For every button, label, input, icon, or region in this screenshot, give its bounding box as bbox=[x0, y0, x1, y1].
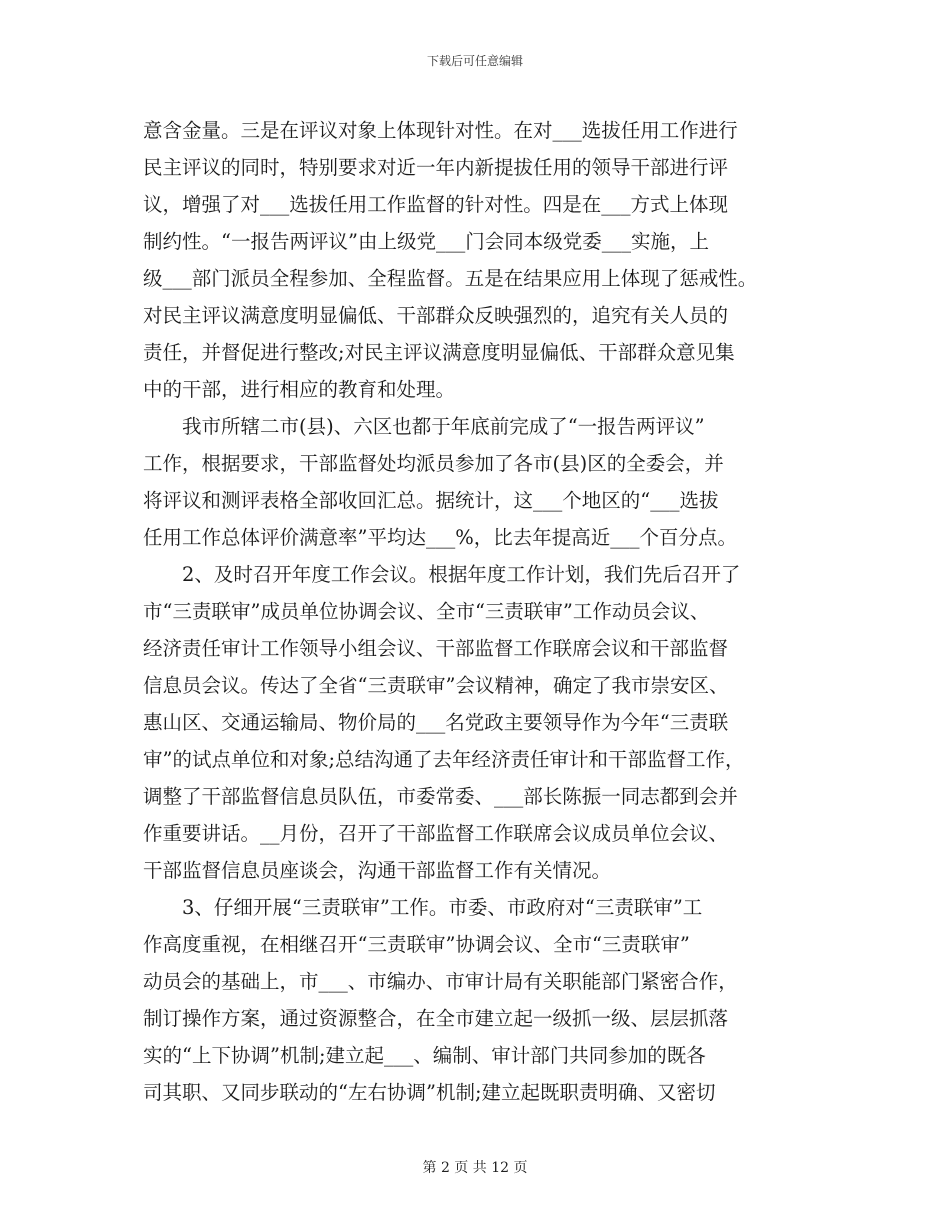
text-line: 市“三责联审”成员单位协调会议、全市“三责联审”工作动员会议、 bbox=[143, 600, 710, 623]
text-line: 信息员会议。传达了全省“三责联审”会议精神，确定了我市崇安区、 bbox=[143, 674, 729, 697]
text-line: 制订操作方案，通过资源整合，在全市建立起一级抓一级、层层抓落 bbox=[143, 1007, 729, 1030]
text-line: 意含金量。三是在评议对象上体现针对性。在对___选拔任用工作进行 bbox=[143, 119, 738, 142]
text-line: 惠山区、交通运输局、物价局的___名党政主要领导作为今年“三责联 bbox=[143, 711, 729, 734]
text-line: 干部监督信息员座谈会，沟通干部监督工作有关情况。 bbox=[143, 859, 612, 882]
text-line: 责任，并督促进行整改;对民主评议满意度明显偏低、干部群众意见集 bbox=[143, 341, 735, 364]
text-line: 2、及时召开年度工作会议。根据年度工作计划，我们先后召开了 bbox=[143, 563, 741, 586]
text-line: 动员会的基础上，市___、市编办、市审计局有关职能部门紧密合作， bbox=[143, 970, 738, 993]
document-body bbox=[143, 112, 815, 1111]
page-header: 下载后可任意编辑 bbox=[426, 54, 523, 68]
text-line: 审”的试点单位和对象;总结沟通了去年经济责任审计和干部监督工作， bbox=[143, 748, 745, 771]
text-line: 对民主评议满意度明显偏低、干部群众反映强烈的，追究有关人员的 bbox=[143, 304, 729, 327]
page-footer: 第 2 页 共 12 页 bbox=[422, 1160, 528, 1176]
text-line: 调整了干部监督信息员队伍，市委常委、___部长陈振一同志都到会并 bbox=[143, 785, 738, 808]
text-line: 作高度重视，在相继召开“三责联审”协调会议、全市“三责联审” bbox=[143, 933, 690, 956]
text-line: 任用工作总体评价满意率”平均达___%，比去年提高近___个百分点。 bbox=[143, 526, 737, 549]
text-line: 制约性。“一报告两评议”由上级党___门会同本级党委___实施，上 bbox=[143, 230, 709, 253]
text-line: 我市所辖二市(县)、六区也都于年底前完成了“一报告两评议” bbox=[143, 415, 705, 438]
text-line: 司其职、又同步联动的“左右协调”机制;建立起既职责明确、又密切 bbox=[143, 1081, 716, 1104]
text-line: 民主评议的同时，特别要求对近一年内新提拔任用的领导干部进行评 bbox=[143, 156, 729, 179]
text-line: 级___部门派员全程参加、全程监督。五是在结果应用上体现了惩戒性。 bbox=[143, 267, 758, 290]
text-line: 议，增强了对___选拔任用工作监督的针对性。四是在___方式上体现 bbox=[143, 193, 729, 216]
text-line: 经济责任审计工作领导小组会议、干部监督工作联席会议和干部监督 bbox=[143, 637, 729, 660]
text-line: 中的干部，进行相应的教育和处理。 bbox=[143, 378, 456, 401]
text-line: 实的“上下协调”机制;建立起___、编制、审计部门共同参加的既各 bbox=[143, 1044, 706, 1067]
text-line: 工作，根据要求，干部监督处均派员参加了各市(县)区的全委会，并 bbox=[143, 452, 724, 475]
text-line: 3、仔细开展“三责联审”工作。市委、市政府对“三责联审”工 bbox=[143, 896, 703, 919]
text-line: 将评议和测评表格全部收回汇总。据统计，这___个地区的“___选拔 bbox=[143, 489, 719, 512]
text-line: 作重要讲话。__月份，召开了干部监督工作联席会议成员单位会议、 bbox=[143, 822, 729, 845]
